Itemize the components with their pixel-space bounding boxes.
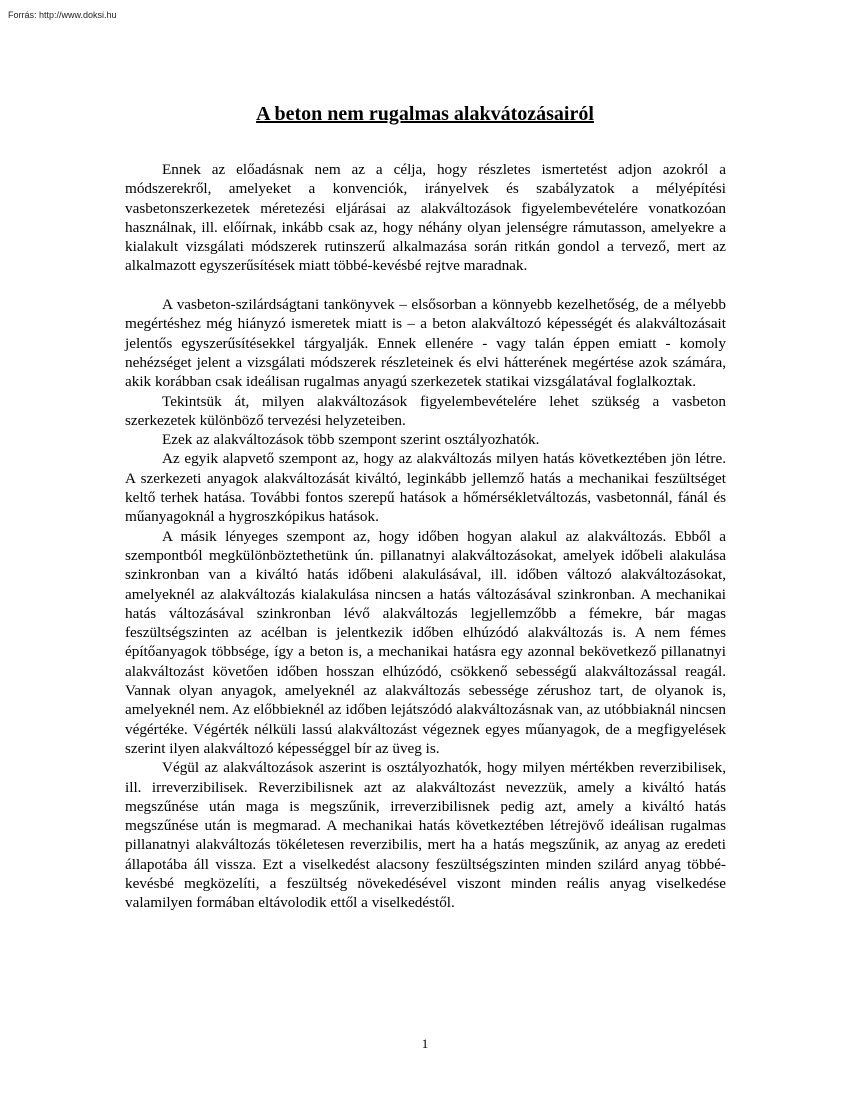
paragraph-overview: Tekintsük át, milyen alakváltozások figyelembevételére lehet szükség a vasbeton szerkezetek különböző tervezési helyzeteiben. — [125, 392, 726, 429]
page-number: 1 — [421, 1036, 429, 1051]
paragraph-classification: Ezek az alakváltozások több szempont szerint osztályozhatók. — [162, 431, 540, 449]
paragraph-textbooks: A vasbeton-szilárdságtani tankönyvek – elsősorban a könnyebb kezelhetőség, de a mélyebb megértéshez még hiányzó ismeretek miatt is – a beton alakváltozó képességét és alakváltozásait jelentős egyszerűsítésekkel tárgyalják. Ennek ellenére - vagy talán éppen emiatt - komoly nehézséget jelent a vizsgálati módszerek részleteinek és elvi hátterének megértése azok számára, akik korábban csak ideálisan rugalmas anyagú szerkezetek statikai vizsgálatával foglalkoztak. — [125, 296, 726, 391]
paragraph-reversibility: Végül az alakváltozások aszerint is osztályozhatók, hogy milyen mértékben reverzibilisek, ill. irreverzibilisek. Reverzibilisnek azt az alakváltozást nevezzük, amely a kiváltó hatás megszűnése után maga is megszűnik, irreverzibilisnek pedig azt, amely a kiváltó hatás megszűnése után is megmarad. A mechanikai hatás következtében létrejövő ideálisan rugalmas pillanatnyi alakváltozás tökéletesen reverzibilis, mert ha a hatás megszűnik, az anyag az eredeti állapotába áll vissza. Ezt a viselkedést alacsony feszültségszinten minden szilárd anyag többé-kevésbé megközelíti, a feszültség növekedésével viszont minden reális anyag viselkedése valamilyen formában eltávolodik ettől a viselkedéstől. — [125, 759, 726, 912]
source-watermark: Forrás: http://www.doksi.hu — [8, 10, 117, 20]
document-title: A beton nem rugalmas alakvátozásairól — [256, 103, 594, 125]
document-body — [125, 160, 726, 913]
paragraph-cause: Az egyik alapvető szempont az, hogy az alakváltozás milyen hatás következtében jön létre. A szerkezeti anyagok alakváltozását kiváltó, leginkább jellemző hatás a mechanikai feszültséget keltő terhek hatása. További fontos szerepű hatások a hőmérsékletváltozás, vasbetonnál, fánál és műanyagoknál a hygroszkópikus hatások. — [125, 450, 726, 526]
paragraph-intro: Ennek az előadásnak nem az a célja, hogy részletes ismertetést adjon azokról a módszerekről, amelyeket a konvenciók, irányelvek és szabályzatok a mélyépítési vasbetonszerkezetek méretezési eljárásai az alakváltozások figyelembevételére vonatkozóan használnak, ill. előírnak, inkább csak az, hogy néhány olyan jelenségre rámutasson, amelyekre a kialakult vizsgálati módszerek rutinszerű alkalmazása során ritkán gondol a tervező, mert az alkalmazott egyszerűsítések miatt többé-kevésbé rejtve maradnak. — [125, 161, 726, 275]
paragraph-time-behaviour: A másik lényeges szempont az, hogy időben hogyan alakul az alakváltozás. Ebből a szempontból megkülönböztethetünk ún. pillanatnyi alakváltozásokat, amelyek időbeli alakulása szinkronban van a kiváltó hatás időbeni alakulásával, ill. időben változó alakváltozásokat, amelyeknél az alakváltozás kialakulása nincsen a hatás változásával szinkronban. A mechanikai hatás változásával szinkronban lévő alakváltozás legjellemzőbb a fémekre, bár magas feszültségszinten az acélban is jelentkezik időben elhúzódó alakváltozás is. A nem fémes építőanyagok többsége, így a beton is, a mechanikai hatásra egy azonnal bekövetkező pillanatnyi alakváltozást követően időben hosszan elhúzódó, csökkenő sebességű alakváltozással reagál. Vannak olyan anyagok, amelyeknél az alakváltozás sebessége zérushoz tart, de olyanok is, amelyeknél nem. Az előbbieknél az időben lejátszódó alakváltozásnak van, az utóbbiaknál nincsen végértéke. Végérték nélküli lassú alakváltozást végeznek egyes műanyagok, de a megfigyelések szerint ilyen alakváltozó képességgel bír az üveg is. — [125, 527, 726, 757]
